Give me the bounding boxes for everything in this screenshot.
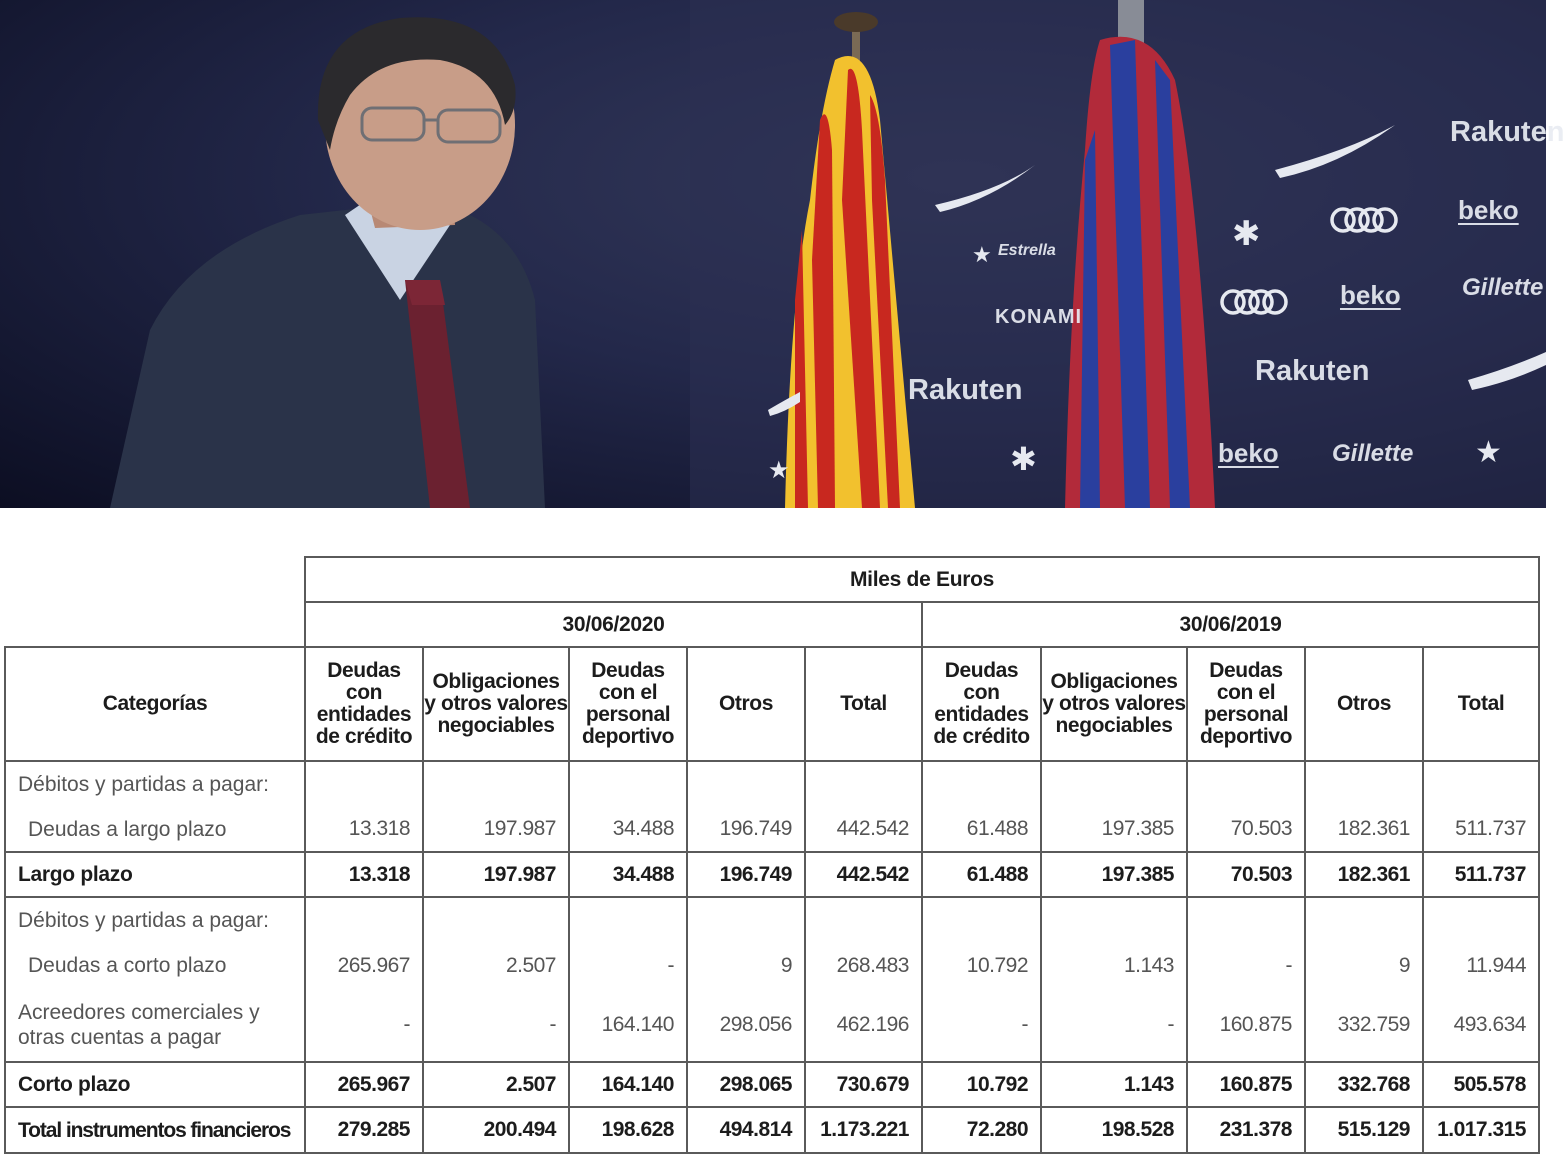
table-cell: 1.143: [1123, 1072, 1174, 1096]
column-header-line: entidades: [934, 703, 1029, 726]
table-cell: 200.494: [483, 1118, 556, 1141]
table-cell: 332.759: [1337, 1012, 1410, 1036]
column-header-line: personal: [585, 703, 671, 726]
table-cell: 2.507: [505, 953, 556, 977]
table-cell: 182.361: [1337, 817, 1410, 840]
photo-scene: [0, 0, 1546, 508]
row-label: Débitos y partidas a pagar:: [18, 909, 269, 932]
table-cell: 730.679: [836, 1072, 909, 1096]
row-label: Largo plazo: [18, 863, 133, 886]
table-cell: 511.737: [1455, 817, 1526, 840]
table-cell: 61.488: [966, 817, 1028, 840]
sponsor-logo-rakuten: Rakuten: [1450, 116, 1564, 148]
sponsor-logo-rakuten: Rakuten: [1255, 355, 1370, 387]
table-cell: 34.488: [612, 862, 674, 886]
column-header-line: Deudas: [327, 659, 401, 682]
table-cell: 231.378: [1219, 1118, 1292, 1141]
table-cell: -: [1167, 1012, 1174, 1036]
caixabank-star-icon: ✱: [1232, 214, 1261, 254]
sponsor-logo-beko: beko: [1218, 438, 1279, 468]
sponsor-logo-estrella: Estrella: [998, 242, 1056, 259]
column-header-line: de crédito: [315, 725, 413, 748]
financial-instruments-table: [4, 556, 1540, 1154]
column-header-line: Otros: [718, 692, 773, 715]
estrella-star-icon: ★: [972, 243, 992, 268]
table-cell: 332.768: [1337, 1072, 1410, 1096]
table-cell: 197.385: [1101, 862, 1174, 886]
sponsor-logo-gillette: Gillette: [1462, 274, 1544, 301]
column-header: [806, 648, 921, 760]
table-cell: -: [403, 1012, 410, 1036]
column-header-line: y otros valores: [424, 692, 568, 715]
row-label: Deudas a largo plazo: [28, 817, 227, 841]
table-cell: 196.749: [719, 862, 792, 886]
column-header: [1042, 648, 1186, 760]
table-cell: 182.361: [1337, 862, 1410, 886]
column-header-line: de crédito: [933, 725, 1030, 748]
table-cell: 197.987: [483, 862, 556, 886]
column-header-line: Total: [1457, 692, 1505, 715]
table-cell: 11.944: [1466, 953, 1526, 977]
sponsor-logo-beko: beko: [1340, 280, 1401, 310]
table-cell: 160.875: [1219, 1072, 1292, 1096]
column-header-line: Otros: [1336, 692, 1391, 715]
table-cell: 72.280: [966, 1118, 1028, 1141]
column-header-line: deportivo: [581, 725, 675, 748]
sponsor-logo-beko: beko: [1458, 195, 1519, 225]
row-label: Corto plazo: [18, 1073, 131, 1096]
column-header-line: negociables: [1055, 714, 1173, 737]
table-cell: 268.483: [836, 953, 909, 977]
table-cell: -: [1021, 1012, 1028, 1036]
suit-jacket: [110, 205, 545, 508]
column-header-line: Obligaciones: [1050, 670, 1178, 693]
sponsor-logo-rakuten: Rakuten: [908, 374, 1023, 406]
column-header-line: con: [963, 681, 1000, 704]
column-header-line: Total: [840, 692, 887, 715]
table-cell: 70.503: [1230, 862, 1292, 886]
table-cell: 493.634: [1453, 1012, 1526, 1036]
currency-header: Miles de Euros: [849, 567, 994, 591]
table-cell: 265.967: [337, 953, 410, 977]
table-cell: 164.140: [601, 1012, 674, 1036]
table-cell: -: [667, 953, 674, 977]
column-header: [923, 648, 1040, 760]
table-cell: 9: [1398, 953, 1410, 977]
sponsor-logo-konami: KONAMI: [995, 306, 1083, 328]
estrella-star-icon: ★: [768, 456, 790, 484]
table-cell: 34.488: [612, 817, 674, 840]
column-header: [1306, 648, 1422, 760]
caixabank-star-icon: ✱: [1010, 440, 1037, 478]
table-cell: 10.792: [966, 953, 1028, 977]
row-label-line: otras cuentas a pagar: [18, 1025, 222, 1049]
table-cell: 1.143: [1123, 953, 1174, 977]
table-cell: 462.196: [836, 1012, 909, 1036]
table-cell: 515.129: [1337, 1118, 1410, 1141]
table-cell: 164.140: [601, 1072, 674, 1096]
column-header-line: con el: [1216, 681, 1276, 704]
column-header: [424, 648, 568, 760]
press-photo: [0, 0, 1564, 508]
table-cell: 13.318: [348, 817, 410, 840]
table-cell: 494.814: [719, 1118, 792, 1141]
column-header-line: y otros valores: [1042, 692, 1186, 715]
column-header-line: entidades: [316, 703, 412, 726]
column-header-line: Deudas: [1209, 659, 1283, 682]
column-header-line: con el: [598, 681, 658, 704]
column-header: [306, 648, 422, 760]
categories-header: Categorías: [102, 692, 208, 715]
table-cell: 197.987: [483, 817, 556, 840]
column-header: [1424, 648, 1538, 760]
table-cell: 1.173.221: [820, 1118, 909, 1141]
table-cell: 1.017.315: [1437, 1118, 1526, 1141]
table-cell: 442.542: [836, 862, 909, 886]
column-header: [688, 648, 804, 760]
column-header: [1188, 648, 1304, 760]
table-cell: 70.503: [1230, 817, 1292, 840]
table-cell: 298.056: [719, 1012, 792, 1036]
sponsor-logo-gillette: Gillette: [1332, 440, 1414, 467]
table-cell: 13.318: [348, 862, 410, 886]
table-cell: 511.737: [1454, 862, 1526, 886]
row-label: Débitos y partidas a pagar:: [18, 773, 269, 796]
table-cell: 2.507: [505, 1072, 556, 1096]
table-cell: 442.542: [836, 817, 909, 840]
table-cell: 10.792: [966, 1072, 1028, 1096]
table-cell: 160.875: [1219, 1012, 1292, 1036]
table-cell: 9: [780, 953, 792, 977]
column-header-line: negociables: [437, 714, 555, 737]
column-header-line: personal: [1203, 703, 1289, 726]
column-header-line: Deudas: [591, 659, 665, 682]
table-cell: 198.628: [601, 1118, 674, 1141]
row-label: [6, 988, 304, 1061]
row-label-line: Acreedores comerciales y: [18, 1000, 260, 1024]
period-header-2020: 30/06/2020: [562, 612, 665, 636]
table-cell: 196.749: [719, 817, 792, 840]
row-label: Deudas a corto plazo: [28, 954, 227, 977]
column-header-line: Obligaciones: [432, 670, 560, 693]
period-header-2019: 30/06/2019: [1179, 612, 1282, 636]
row-label: Total instrumentos financieros: [18, 1118, 291, 1142]
table-cell: 279.285: [337, 1118, 410, 1141]
table-cell: 505.578: [1453, 1072, 1526, 1096]
estrella-star-icon: ★: [1475, 435, 1502, 470]
table-cell: 197.385: [1101, 817, 1174, 840]
table-cell: -: [549, 1012, 556, 1036]
column-header-line: con: [345, 681, 383, 704]
column-header: [570, 648, 686, 760]
column-header-line: deportivo: [1199, 725, 1293, 748]
table-cell: -: [1285, 953, 1292, 977]
table-cell: 61.488: [966, 862, 1028, 886]
column-header-line: Deudas: [944, 659, 1019, 682]
table-cell: 298.065: [719, 1072, 792, 1096]
table-cell: 265.967: [337, 1072, 410, 1096]
table-cell: 198.528: [1101, 1118, 1174, 1141]
